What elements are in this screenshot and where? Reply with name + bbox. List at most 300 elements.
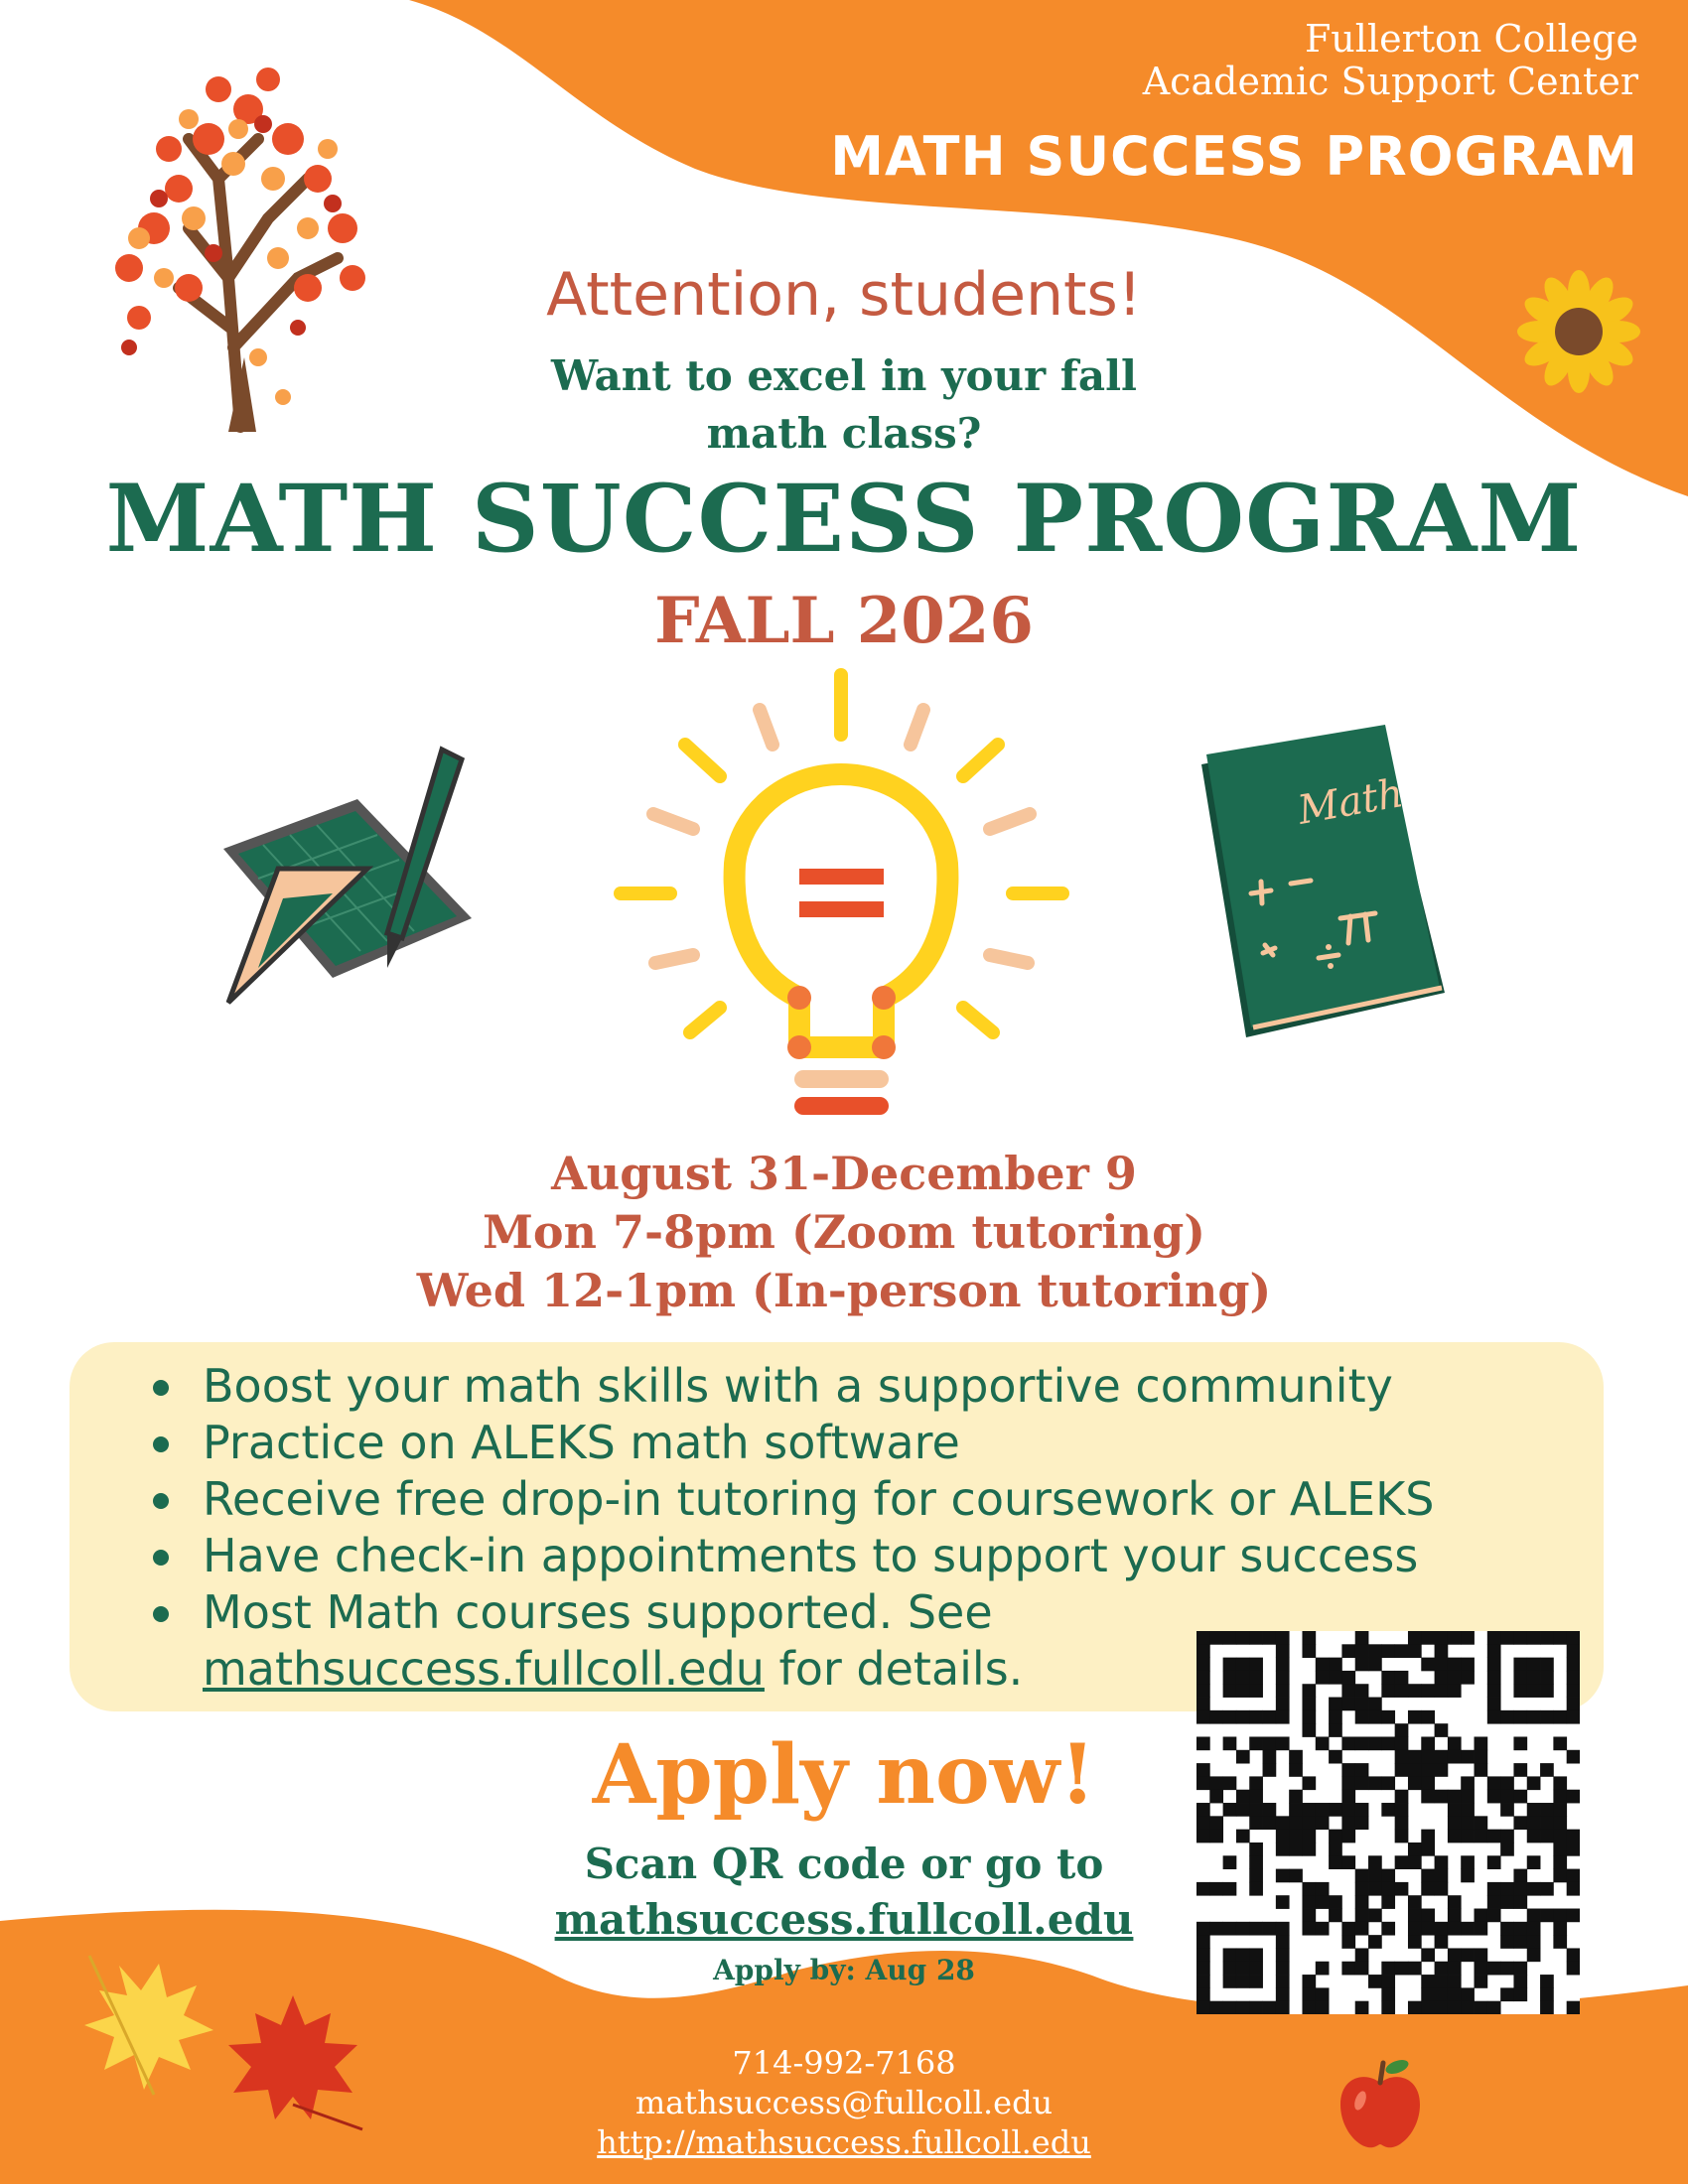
- qr-module: [1249, 1710, 1263, 1724]
- qr-module: [1448, 1975, 1462, 1988]
- qr-module: [1302, 1975, 1316, 1988]
- qr-module: [1249, 1843, 1263, 1856]
- qr-module: [1421, 1843, 1435, 1856]
- qr-module: [1553, 1922, 1567, 1936]
- qr-module: [1435, 1975, 1449, 1988]
- scan-instruction: Scan QR code or go to: [584, 1840, 1104, 1888]
- qr-module: [1368, 1882, 1382, 1896]
- qr-module: [1461, 1830, 1475, 1843]
- qr-module: [1421, 1830, 1435, 1843]
- qr-module: [1408, 1776, 1422, 1790]
- qr-module: [1329, 1710, 1342, 1724]
- qr-code-image[interactable]: [1196, 1631, 1580, 2014]
- qr-module: [1341, 1962, 1355, 1976]
- qr-module: [1355, 1922, 1369, 1936]
- qr-module: [1263, 1710, 1277, 1724]
- qr-module: [1276, 1736, 1290, 1750]
- qr-module: [1475, 1922, 1488, 1936]
- qr-module: [1381, 1975, 1395, 1988]
- qr-module: [1408, 1962, 1422, 1976]
- qr-module: [1513, 1922, 1527, 1936]
- qr-module: [1475, 1962, 1488, 1976]
- qr-module: [1553, 1843, 1567, 1856]
- qr-module: [1223, 1803, 1237, 1817]
- qr-module: [1435, 1658, 1449, 1672]
- qr-module: [1302, 1631, 1316, 1645]
- qr-module: [1567, 1631, 1580, 1645]
- qr-module: [1461, 1776, 1475, 1790]
- qr-module: [1341, 1830, 1355, 1843]
- college-name: [1143, 18, 1638, 103]
- qr-module: [1355, 1948, 1369, 1962]
- qr-module: [1236, 1975, 1250, 1988]
- qr-module: [1513, 1987, 1527, 2001]
- qr-module: [1263, 1631, 1277, 1645]
- qr-module: [1487, 1698, 1501, 1711]
- qr-module: [1249, 2001, 1263, 2014]
- qr-module: [1263, 1763, 1277, 1777]
- lightbulb-equals-icon: [606, 665, 1077, 1127]
- qr-module: [1487, 1710, 1501, 1724]
- qr-module: [1341, 1922, 1355, 1936]
- qr-module: [1302, 1644, 1316, 1658]
- qr-module: [1276, 2001, 1290, 2014]
- qr-module: [1435, 1644, 1449, 1658]
- qr-module: [1316, 1671, 1330, 1685]
- qr-module: [1461, 1922, 1475, 1936]
- qr-module: [1196, 1816, 1210, 1830]
- qr-module: [1527, 1658, 1541, 1672]
- qr-module: [1223, 1855, 1237, 1869]
- qr-module: [1276, 1671, 1290, 1685]
- qr-module: [1381, 1895, 1395, 1909]
- qr-module: [1196, 1830, 1210, 1843]
- qr-module: [1527, 1776, 1541, 1790]
- qr-module: [1527, 1803, 1541, 1817]
- qr-module: [1263, 2001, 1277, 2014]
- qr-module: [1209, 1882, 1223, 1896]
- qr-module: [1355, 1644, 1369, 1658]
- qr-module: [1421, 1631, 1435, 1645]
- qr-module: [1223, 1922, 1237, 1936]
- qr-module: [1540, 1830, 1554, 1843]
- qr-module: [1316, 2001, 1330, 2014]
- qr-module: [1421, 2001, 1435, 2014]
- contact-block: [546, 2043, 1142, 2162]
- qr-module: [1435, 1855, 1449, 1869]
- question-line: math class?: [706, 409, 982, 458]
- qr-module: [1553, 1803, 1567, 1817]
- qr-module: [1223, 1710, 1237, 1724]
- qr-module: [1196, 1803, 1210, 1817]
- qr-module: [1302, 1922, 1316, 1936]
- qr-module: [1223, 1962, 1237, 1976]
- yellow-maple-leaf-icon: [79, 1946, 228, 2115]
- qr-module: [1448, 1909, 1462, 1923]
- qr-module: [1461, 1869, 1475, 1883]
- qr-module: [1500, 1895, 1514, 1909]
- qr-module: [1316, 1962, 1330, 1976]
- qr-module: [1341, 1855, 1355, 1869]
- qr-module: [1395, 1855, 1409, 1869]
- qr-module: [1196, 2001, 1210, 2014]
- qr-module: [1487, 1790, 1501, 1804]
- qr-module: [1316, 1816, 1330, 1830]
- qr-module: [1368, 1855, 1382, 1869]
- qr-module: [1236, 1710, 1250, 1724]
- qr-module: [1500, 1935, 1514, 1949]
- qr-module: [1408, 1895, 1422, 1909]
- qr-module: [1249, 1869, 1263, 1883]
- qr-module: [1435, 1987, 1449, 2001]
- qr-module: [1209, 1776, 1223, 1790]
- qr-module: [1395, 1671, 1409, 1685]
- qr-module: [1368, 1644, 1382, 1658]
- qr-module: [1553, 1830, 1567, 1843]
- qr-module: [1381, 2001, 1395, 2014]
- qr-module: [1527, 1882, 1541, 1896]
- apply-now-heading: Apply now!: [592, 1727, 1096, 1823]
- qr-module: [1448, 1922, 1462, 1936]
- qr-module: [1421, 1710, 1435, 1724]
- qr-module: [1209, 2001, 1223, 2014]
- qr-module: [1329, 1895, 1342, 1909]
- apply-link[interactable]: mathsuccess.fullcoll.edu: [554, 1895, 1134, 1944]
- intro-question: [0, 347, 1688, 463]
- qr-module: [1368, 1776, 1382, 1790]
- qr-module: [1236, 1658, 1250, 1672]
- qr-module: [1355, 1776, 1369, 1790]
- qr-module: [1276, 1987, 1290, 2001]
- qr-module: [1408, 1909, 1422, 1923]
- qr-module: [1196, 1763, 1210, 1777]
- qr-module: [1236, 1671, 1250, 1685]
- qr-module: [1395, 1962, 1409, 1976]
- qr-module: [1475, 1763, 1488, 1777]
- qr-module: [1196, 1975, 1210, 1988]
- qr-module: [1289, 1869, 1303, 1883]
- qr-module: [1500, 1710, 1514, 1724]
- qr-module: [1368, 1975, 1382, 1988]
- qr-module: [1500, 1776, 1514, 1790]
- qr-module: [1355, 1684, 1369, 1698]
- qr-module: [1421, 1909, 1435, 1923]
- qr-module: [1448, 1987, 1462, 2001]
- qr-module: [1249, 1962, 1263, 1976]
- qr-module: [1381, 1869, 1395, 1883]
- qr-module: [1448, 1658, 1462, 1672]
- apple-icon: [1336, 2053, 1425, 2152]
- qr-module: [1513, 1975, 1527, 1988]
- contact-phone[interactable]: 714-992-7168: [732, 2044, 956, 2082]
- qr-module: [1448, 1962, 1462, 1976]
- qr-module: [1276, 1895, 1290, 1909]
- qr-module: [1236, 1948, 1250, 1962]
- qr-module: [1513, 1671, 1527, 1685]
- qr-module: [1448, 1948, 1462, 1962]
- contact-email[interactable]: mathsuccess@fullcoll.edu: [634, 2084, 1054, 2121]
- qr-module: [1249, 1776, 1263, 1790]
- qr-module: [1475, 1816, 1488, 1830]
- apply-instructions: [496, 1837, 1192, 1948]
- qr-module: [1249, 1975, 1263, 1988]
- qr-module: [1408, 1684, 1422, 1698]
- qr-module: [1408, 1644, 1422, 1658]
- qr-module: [1263, 1803, 1277, 1817]
- qr-module: [1500, 1922, 1514, 1936]
- qr-module: [1355, 1631, 1369, 1645]
- qr-module: [1249, 1658, 1263, 1672]
- qr-module: [1368, 1869, 1382, 1883]
- qr-module: [1408, 1763, 1422, 1777]
- qr-module: [1381, 1710, 1395, 1724]
- qr-module: [1448, 1736, 1462, 1750]
- qr-module: [1381, 1922, 1395, 1936]
- qr-module: [1487, 1776, 1501, 1790]
- qr-module: [1196, 1962, 1210, 1976]
- qr-module: [1355, 2001, 1369, 2014]
- qr-module: [1316, 1922, 1330, 1936]
- qr-module: [1368, 1736, 1382, 1750]
- qr-module: [1435, 1684, 1449, 1698]
- qr-module: [1355, 1658, 1369, 1672]
- qr-module: [1329, 1855, 1342, 1869]
- qr-module: [1302, 1882, 1316, 1896]
- qr-module: [1355, 1710, 1369, 1724]
- qr-module: [1540, 1658, 1554, 1672]
- qr-module: [1289, 1803, 1303, 1817]
- qr-module: [1196, 1631, 1210, 1645]
- qr-module: [1276, 1710, 1290, 1724]
- qr-module: [1513, 1816, 1527, 1830]
- qr-module: [1329, 1671, 1342, 1685]
- qr-module: [1461, 1671, 1475, 1685]
- qr-module: [1553, 1855, 1567, 1869]
- qr-module: [1395, 1684, 1409, 1698]
- qr-module: [1421, 1763, 1435, 1777]
- qr-module: [1355, 1816, 1369, 1830]
- qr-module: [1540, 1684, 1554, 1698]
- qr-module: [1421, 1882, 1435, 1896]
- qr-module: [1435, 1763, 1449, 1777]
- qr-module: [1355, 1962, 1369, 1976]
- qr-module: [1196, 1698, 1210, 1711]
- qr-module: [1276, 1816, 1290, 1830]
- term-label: FALL 2026: [654, 584, 1034, 658]
- qr-module: [1527, 1671, 1541, 1685]
- qr-module: [1513, 1631, 1527, 1645]
- qr-module: [1341, 1736, 1355, 1750]
- qr-module: [1553, 1631, 1567, 1645]
- qr-module: [1276, 1644, 1290, 1658]
- qr-module: [1421, 1922, 1435, 1936]
- qr-module: [1276, 1975, 1290, 1988]
- qr-module: [1395, 1644, 1409, 1658]
- qr-module: [1302, 1909, 1316, 1923]
- qr-module: [1395, 1723, 1409, 1737]
- qr-module: [1302, 1895, 1316, 1909]
- qr-module: [1302, 1710, 1316, 1724]
- qr-module: [1196, 1987, 1210, 2001]
- qr-module: [1448, 1790, 1462, 1804]
- qr-module: [1567, 2001, 1580, 2014]
- qr-module: [1368, 1658, 1382, 1672]
- contact-website[interactable]: http://mathsuccess.fullcoll.edu: [597, 2123, 1091, 2161]
- qr-module: [1196, 1736, 1210, 1750]
- qr-module: [1461, 1948, 1475, 1962]
- qr-module: [1540, 1987, 1554, 2001]
- qr-module: [1196, 1684, 1210, 1698]
- benefit-item: Practice on ALEKS math software: [149, 1415, 1579, 1471]
- qr-module: [1223, 1658, 1237, 1672]
- qr-module: [1276, 1948, 1290, 1962]
- qr-module: [1209, 1710, 1223, 1724]
- qr-module: [1263, 1750, 1277, 1764]
- benefit-item: Have check-in appointments to support your success: [149, 1528, 1579, 1584]
- question-line: Want to excel in your fall: [551, 351, 1137, 400]
- qr-module: [1395, 1803, 1409, 1817]
- qr-module: [1513, 1736, 1527, 1750]
- qr-module: [1527, 1935, 1541, 1949]
- qr-module: [1408, 1843, 1422, 1856]
- qr-module: [1395, 1830, 1409, 1843]
- book-title-text: Math: [1294, 770, 1407, 834]
- qr-module: [1329, 1658, 1342, 1672]
- qr-module: [1289, 1763, 1303, 1777]
- qr-module: [1329, 1843, 1342, 1856]
- qr-module: [1329, 1830, 1342, 1843]
- qr-module: [1421, 1948, 1435, 1962]
- qr-module: [1461, 1750, 1475, 1764]
- qr-code[interactable]: [1196, 1631, 1580, 2014]
- qr-module: [1567, 1948, 1580, 1962]
- qr-module: [1302, 1803, 1316, 1817]
- qr-module: [1435, 1631, 1449, 1645]
- qr-module: [1448, 1750, 1462, 1764]
- qr-module: [1567, 1750, 1580, 1764]
- qr-module: [1223, 1975, 1237, 1988]
- qr-module: [1487, 1962, 1501, 1976]
- qr-module: [1395, 1750, 1409, 1764]
- qr-module: [1435, 1723, 1449, 1737]
- qr-module: [1302, 1723, 1316, 1737]
- qr-module: [1421, 1975, 1435, 1988]
- qr-module: [1567, 1843, 1580, 1856]
- qr-module: [1567, 1882, 1580, 1896]
- qr-module: [1448, 1671, 1462, 1685]
- schedule-monday: Mon 7-8pm (Zoom tutoring): [482, 1205, 1206, 1259]
- qr-module: [1355, 1763, 1369, 1777]
- benefit-text: Most Math courses supported. See: [203, 1585, 993, 1639]
- qr-module: [1475, 1948, 1488, 1962]
- qr-module: [1435, 1869, 1449, 1883]
- qr-module: [1475, 1909, 1488, 1923]
- qr-module: [1395, 1736, 1409, 1750]
- qr-module: [1421, 1987, 1435, 2001]
- qr-module: [1329, 1909, 1342, 1923]
- qr-module: [1567, 1790, 1580, 1804]
- qr-module: [1209, 1631, 1223, 1645]
- qr-module: [1276, 1830, 1290, 1843]
- qr-module: [1421, 1658, 1435, 1672]
- qr-module: [1500, 1987, 1514, 2001]
- qr-module: [1223, 1671, 1237, 1685]
- qr-module: [1302, 2001, 1316, 2014]
- qr-module: [1289, 1843, 1303, 1856]
- qr-module: [1276, 1935, 1290, 1949]
- qr-module: [1435, 1922, 1449, 1936]
- qr-module: [1381, 1803, 1395, 1817]
- qr-module: [1341, 1935, 1355, 1949]
- qr-module: [1540, 1631, 1554, 1645]
- benefit-item: Receive free drop-in tutoring for coursework or ALEKS: [149, 1471, 1579, 1528]
- qr-module: [1475, 1830, 1488, 1843]
- qr-module: [1500, 1790, 1514, 1804]
- qr-module: [1395, 1882, 1409, 1896]
- qr-module: [1553, 1790, 1567, 1804]
- qr-module: [1249, 1816, 1263, 1830]
- qr-module: [1395, 1790, 1409, 1804]
- qr-module: [1223, 1684, 1237, 1698]
- qr-module: [1461, 1790, 1475, 1804]
- qr-module: [1276, 1843, 1290, 1856]
- qr-module: [1302, 1987, 1316, 2001]
- grid-triangle-pencil-icon: [218, 740, 482, 1013]
- qr-module: [1249, 1948, 1263, 1962]
- qr-module: [1567, 1869, 1580, 1883]
- qr-module: [1567, 1684, 1580, 1698]
- qr-module: [1408, 2001, 1422, 2014]
- qr-module: [1408, 1922, 1422, 1936]
- qr-module: [1316, 1658, 1330, 1672]
- qr-module: [1329, 1698, 1342, 1711]
- attention-heading: Attention, students!: [546, 260, 1142, 330]
- qr-module: [1567, 1644, 1580, 1658]
- qr-module: [1553, 1869, 1567, 1883]
- qr-module: [1408, 1631, 1422, 1645]
- details-link[interactable]: mathsuccess.fullcoll.edu: [203, 1642, 765, 1696]
- schedule-wednesday: Wed 12-1pm (In-person tutoring): [416, 1264, 1272, 1317]
- qr-module: [1527, 1684, 1541, 1698]
- qr-module: [1567, 1671, 1580, 1685]
- qr-module: [1475, 1736, 1488, 1750]
- qr-module: [1381, 1736, 1395, 1750]
- qr-module: [1196, 1935, 1210, 1949]
- qr-module: [1355, 1909, 1369, 1923]
- benefit-item: Boost your math skills with a supportive community: [149, 1358, 1579, 1415]
- qr-module: [1395, 1816, 1409, 1830]
- qr-module: [1236, 1790, 1250, 1804]
- qr-module: [1461, 2001, 1475, 2014]
- qr-module: [1249, 1684, 1263, 1698]
- qr-module: [1289, 1750, 1303, 1764]
- qr-module: [1236, 1750, 1250, 1764]
- apply-deadline: Apply by: Aug 28: [713, 1954, 975, 1986]
- qr-module: [1249, 1855, 1263, 1869]
- qr-module: [1553, 1776, 1567, 1790]
- college-line: Fullerton College: [1304, 17, 1638, 61]
- qr-module: [1341, 1684, 1355, 1698]
- qr-module: [1540, 1671, 1554, 1685]
- qr-module: [1540, 1710, 1554, 1724]
- qr-module: [1513, 1658, 1527, 1672]
- qr-module: [1355, 1698, 1369, 1711]
- qr-module: [1448, 1895, 1462, 1909]
- qr-module: [1408, 1855, 1422, 1869]
- qr-module: [1527, 1922, 1541, 1936]
- qr-module: [1302, 1830, 1316, 1843]
- qr-module: [1435, 1882, 1449, 1896]
